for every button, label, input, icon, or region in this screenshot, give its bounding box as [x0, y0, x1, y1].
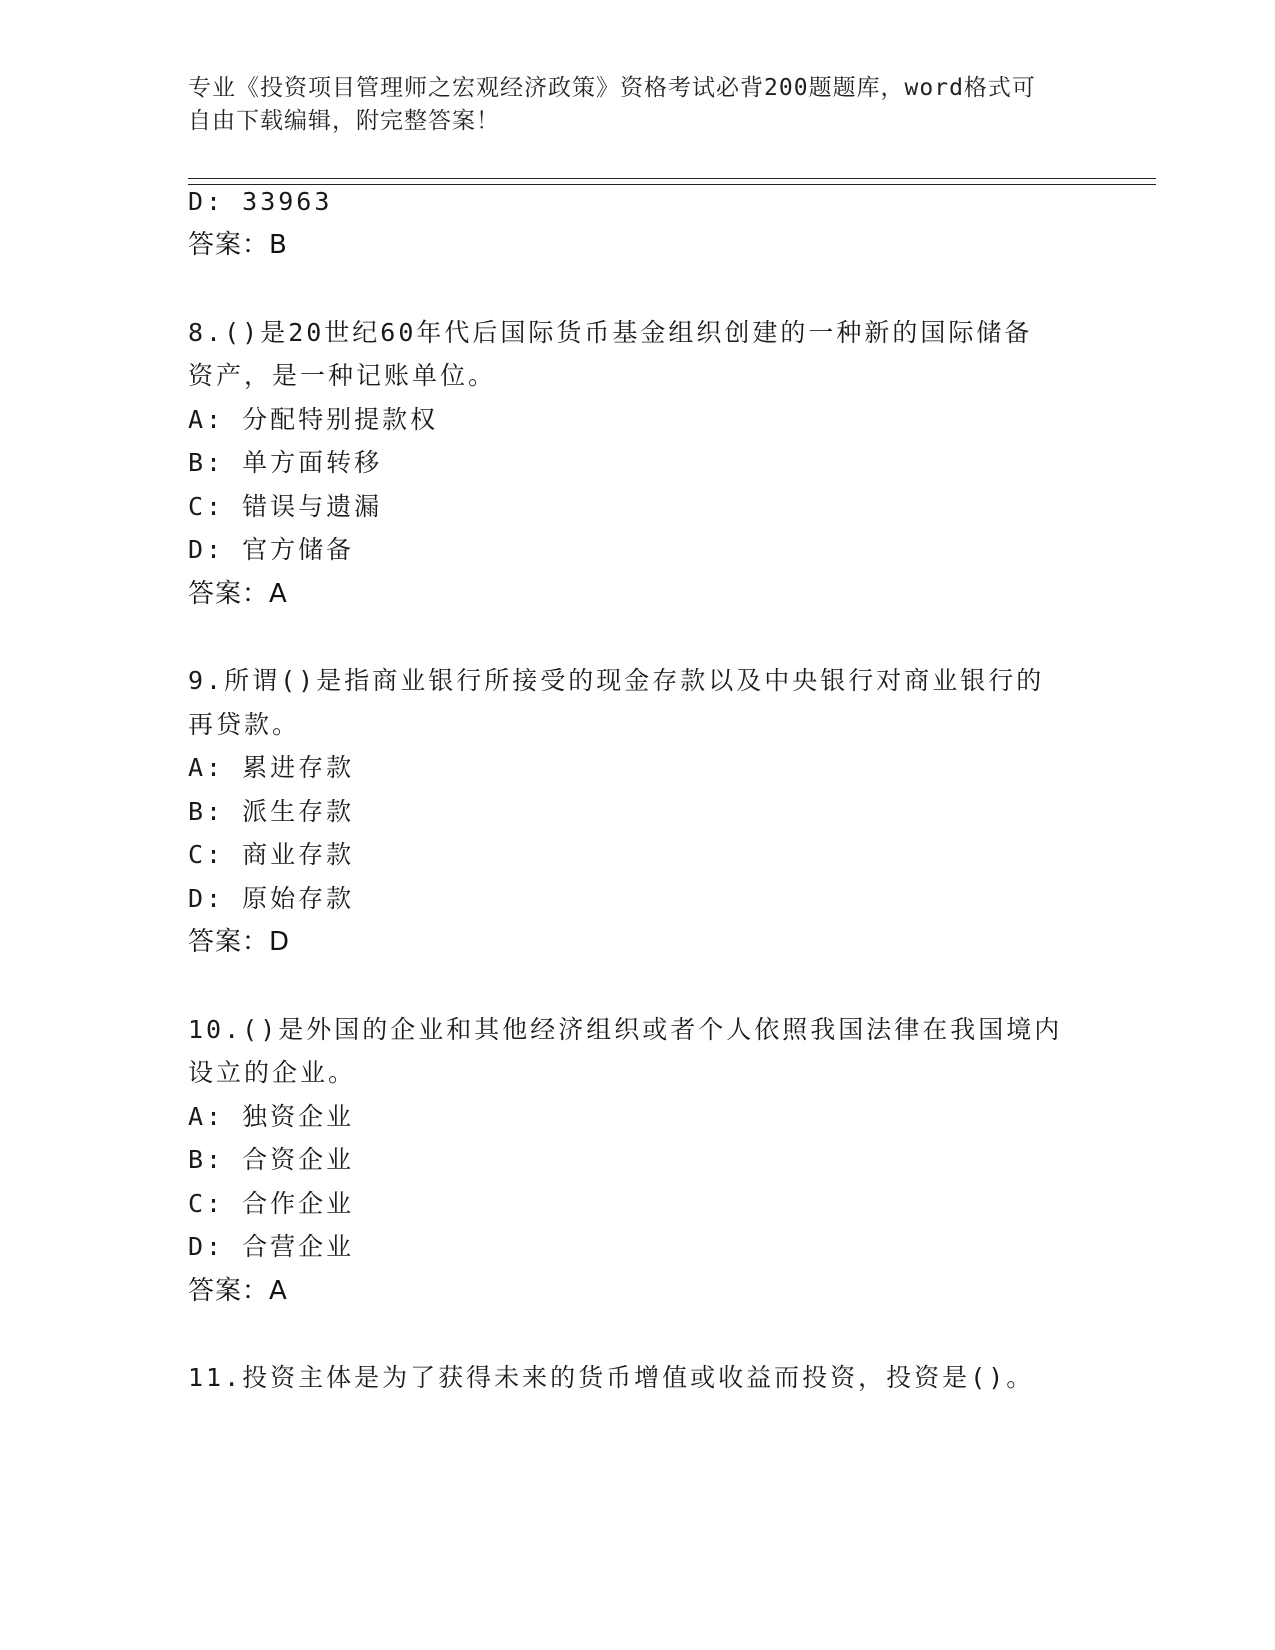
q11-stem-line-1: 11.投资主体是为了获得未来的货币增值或收益而投资，投资是()。 — [188, 1363, 1035, 1392]
q10-option-b: B: 合资企业 — [188, 1145, 355, 1174]
document-header — [188, 72, 1068, 138]
q9-option-c: C: 商业存款 — [188, 840, 355, 869]
q7-option-d: D: 33963 — [188, 187, 333, 216]
q10-stem-line-2: 设立的企业。 — [188, 1058, 357, 1087]
q9-stem-line-2: 再贷款。 — [188, 710, 301, 739]
header-line-1: 专业《投资项目管理师之宏观经济政策》资格考试必背200题题库，word格式可 — [188, 75, 1036, 101]
q10-stem-line-1: 10.()是外国的企业和其他经济组织或者个人依照我国法律在我国境内 — [188, 1015, 1063, 1044]
q10-option-d: D: 合营企业 — [188, 1232, 355, 1261]
header-divider — [188, 178, 1156, 185]
q10-answer: 答案：A — [188, 1276, 288, 1306]
q8-option-a: A: 分配特别提款权 — [188, 405, 439, 434]
q8-option-c: C: 错误与遗漏 — [188, 492, 383, 521]
q8-option-d: D: 官方储备 — [188, 535, 355, 564]
q9-answer: 答案：D — [188, 927, 291, 957]
q8-stem-line-1: 8.()是20世纪60年代后国际货币基金组织创建的一种新的国际储备 — [188, 318, 1033, 347]
q10-option-a: A: 独资企业 — [188, 1102, 355, 1131]
q9-option-d: D: 原始存款 — [188, 884, 355, 913]
q8-option-b: B: 单方面转移 — [188, 448, 383, 477]
q9-option-b: B: 派生存款 — [188, 797, 355, 826]
q10-option-c: C: 合作企业 — [188, 1189, 355, 1218]
q8-stem-line-2: 资产，是一种记账单位。 — [188, 361, 497, 390]
header-line-2: 自由下载编辑，附完整答案！ — [188, 108, 500, 134]
q8-answer: 答案：A — [188, 579, 288, 609]
q7-answer: 答案：B — [188, 230, 288, 260]
q9-option-a: A: 累进存款 — [188, 753, 355, 782]
q9-stem-line-1: 9.所谓()是指商业银行所接受的现金存款以及中央银行对商业银行的 — [188, 666, 1045, 695]
